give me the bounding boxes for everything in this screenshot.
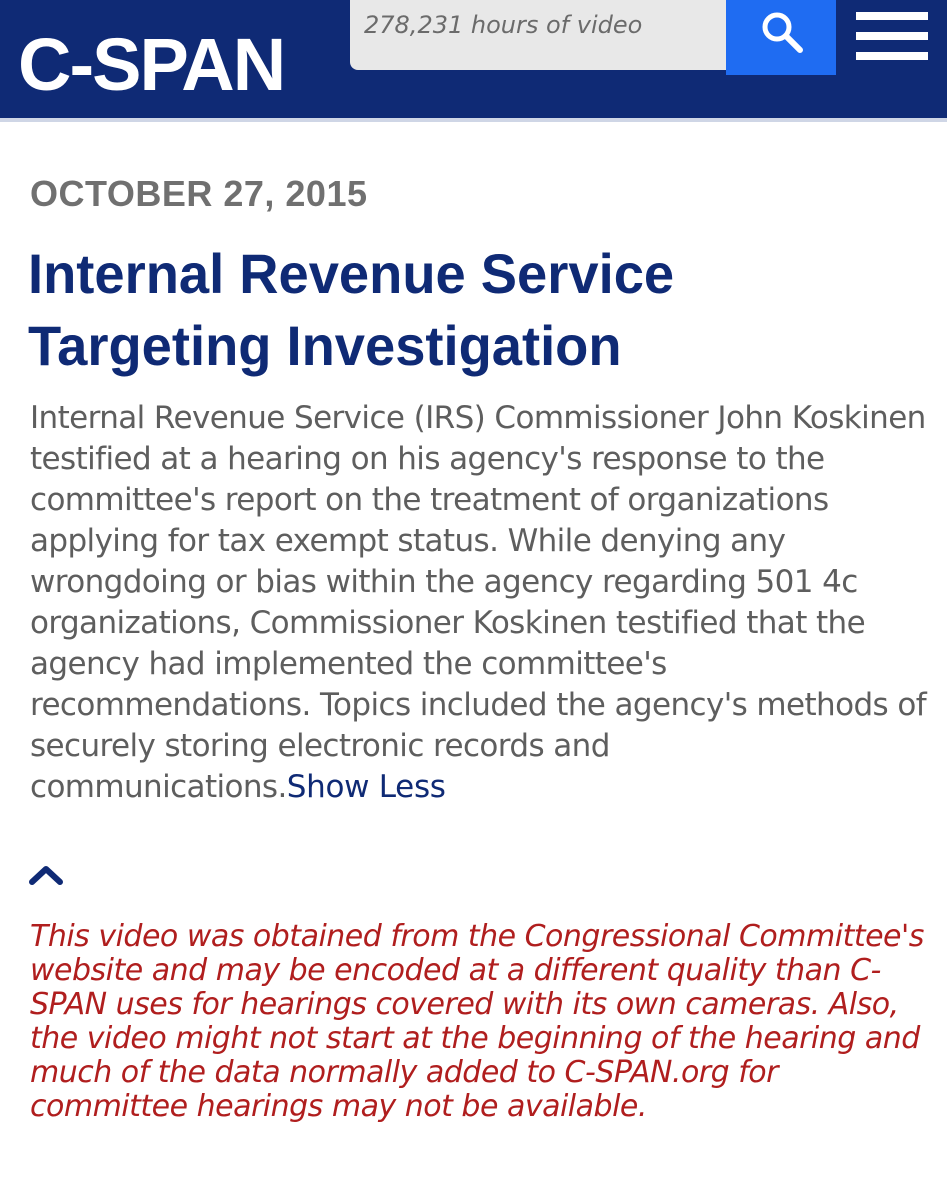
search-box — [350, 0, 726, 70]
site-header — [0, 0, 947, 122]
program-description — [30, 398, 935, 808]
search-icon — [760, 10, 804, 54]
search-button[interactable] — [726, 0, 836, 75]
menu-button[interactable] — [852, 12, 932, 72]
video-source-notice: This video was obtained from the Congressional Committee's website and may be encoded at a different quality than C-SPAN uses for hearings covered with its own cameras. Also, the video might not start at the beginning of the hearing and much of the data normally added to C-SPAN.org for committee hearings may not be available. — [30, 919, 924, 1124]
chevron-up-icon[interactable] — [28, 864, 64, 886]
cspan-logo[interactable]: C-SPAN — [18, 23, 285, 106]
description-text: Internal Revenue Service (IRS) Commissioner John Koskinen testified at a hearing on his agency's response to the committee's report on the treatment of organizations applying for tax exempt status. While denying any wrongdoing or bias within the agency regarding 501 4c organizations, Commissioner Koskinen testified that the agency had implemented the committee's recommendations. Topics included the agency's methods of securely storing electronic records and communications. — [30, 400, 927, 805]
search-input[interactable] — [350, 0, 726, 70]
show-less-link[interactable]: Show Less — [286, 769, 446, 805]
program-title: Internal Revenue Service Targeting Investigation — [28, 242, 675, 377]
header-divider — [0, 118, 947, 122]
program-date: OCTOBER 27, 2015 — [30, 173, 368, 214]
